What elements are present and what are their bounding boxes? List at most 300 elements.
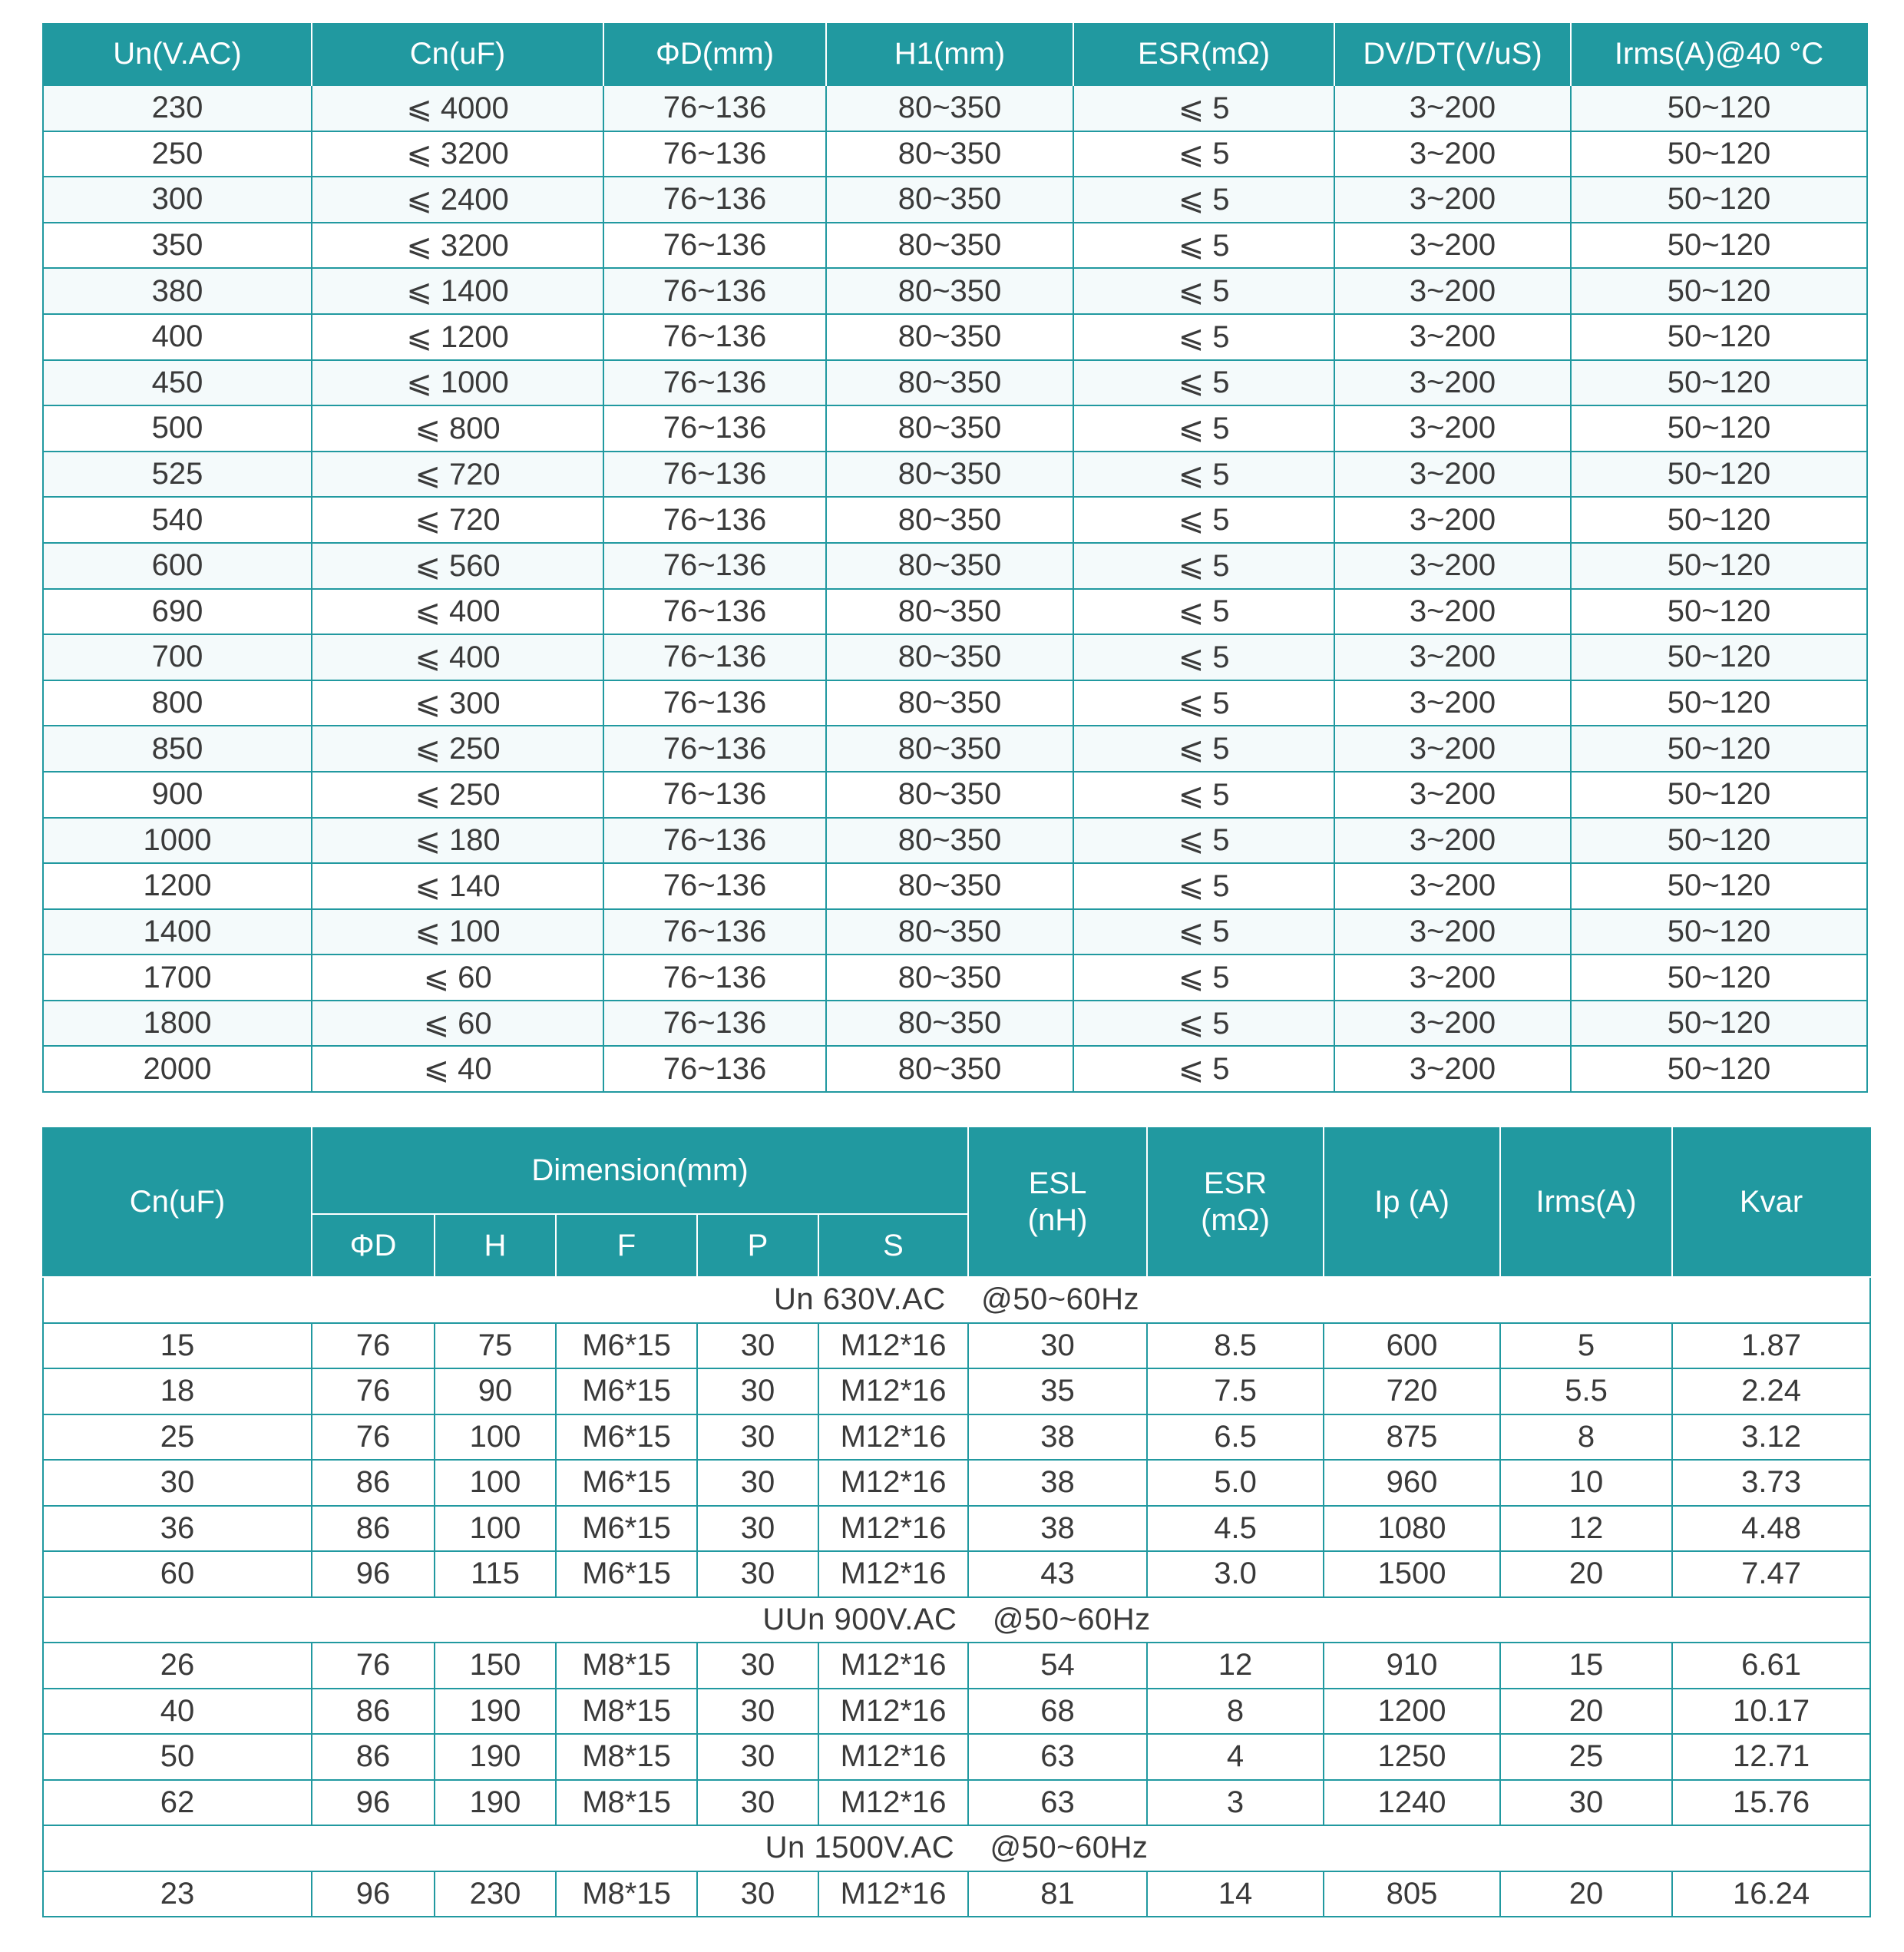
table-cell: ⩽ 5 <box>1073 909 1334 955</box>
table-row <box>43 1460 1870 1506</box>
table-row <box>43 1323 1870 1369</box>
table-cell: 76 <box>312 1323 435 1369</box>
table-cell: M12*16 <box>818 1323 968 1369</box>
table-cell: 80~350 <box>826 1046 1073 1092</box>
table-cell: 3~200 <box>1334 680 1571 726</box>
table-cell: 50~120 <box>1571 85 1867 131</box>
table-cell: 86 <box>312 1734 435 1780</box>
table-cell: M6*15 <box>556 1506 697 1552</box>
table-cell: 10 <box>1500 1460 1672 1506</box>
table-row <box>43 1689 1870 1735</box>
table-cell: M6*15 <box>556 1368 697 1414</box>
table-cell: 600 <box>1324 1323 1500 1369</box>
table-cell: M12*16 <box>818 1414 968 1461</box>
table-cell: 150 <box>435 1643 556 1689</box>
table-cell: 875 <box>1324 1414 1500 1461</box>
table-cell: 12 <box>1500 1506 1672 1552</box>
table-cell: 50~120 <box>1571 177 1867 223</box>
table-cell: 80~350 <box>826 954 1073 1001</box>
table-cell: 6.5 <box>1147 1414 1324 1461</box>
table-cell: ⩽ 180 <box>312 818 603 864</box>
table-cell: 80~350 <box>826 360 1073 406</box>
table-cell: 3~200 <box>1334 452 1571 498</box>
table-cell: 5 <box>1500 1323 1672 1369</box>
table-cell: 50~120 <box>1571 1001 1867 1047</box>
table-row <box>43 223 1867 269</box>
table-cell: 30 <box>697 1871 818 1917</box>
table-cell: 30 <box>697 1460 818 1506</box>
table-cell: 80~350 <box>826 634 1073 680</box>
table-cell: 86 <box>312 1689 435 1735</box>
table-cell: 76~136 <box>603 680 826 726</box>
table-row <box>43 726 1867 772</box>
header-dim-h: H <box>435 1214 556 1277</box>
table-cell: 36 <box>43 1506 312 1552</box>
capacitor-model-spec-table <box>42 1127 1871 1917</box>
table-cell: M8*15 <box>556 1871 697 1917</box>
table-cell: 80~350 <box>826 268 1073 314</box>
header-esr: ESR(mΩ) <box>1073 23 1334 85</box>
table-cell: 3~200 <box>1334 497 1571 543</box>
table-row <box>43 954 1867 1001</box>
table-cell: 12 <box>1147 1643 1324 1689</box>
table-cell: ⩽ 5 <box>1073 452 1334 498</box>
table-cell: 4.48 <box>1672 1506 1870 1552</box>
table-cell: 3~200 <box>1334 954 1571 1001</box>
table-cell: 1200 <box>1324 1689 1500 1735</box>
table-cell: 3~200 <box>1334 314 1571 360</box>
table-row <box>43 863 1867 909</box>
table-row <box>43 314 1867 360</box>
table-cell: 80~350 <box>826 726 1073 772</box>
table-cell: M6*15 <box>556 1323 697 1369</box>
table-cell: M12*16 <box>818 1780 968 1826</box>
table-cell: 1800 <box>43 1001 312 1047</box>
table-cell: M8*15 <box>556 1689 697 1735</box>
table-cell: ⩽ 250 <box>312 726 603 772</box>
table-cell: 50~120 <box>1571 131 1867 177</box>
table-cell: 20 <box>1500 1689 1672 1735</box>
table-cell: 76~136 <box>603 634 826 680</box>
table-cell: 76~136 <box>603 405 826 452</box>
table-cell: 230 <box>435 1871 556 1917</box>
table-cell: M12*16 <box>818 1643 968 1689</box>
table-cell: M12*16 <box>818 1734 968 1780</box>
table-cell: 50~120 <box>1571 223 1867 269</box>
voltage-group-label: UUn 900V.AC @50~60Hz <box>43 1597 1870 1643</box>
table-row <box>43 1551 1870 1597</box>
table-cell: 76~136 <box>603 863 826 909</box>
header-dim-s: S <box>818 1214 968 1277</box>
voltage-group-row <box>43 1277 1870 1323</box>
table-cell: 3~200 <box>1334 863 1571 909</box>
table-cell: 1400 <box>43 909 312 955</box>
table-cell: 50 <box>43 1734 312 1780</box>
table-cell: 25 <box>1500 1734 1672 1780</box>
table-cell: M12*16 <box>818 1460 968 1506</box>
header-irms: Irms(A)@40 °C <box>1571 23 1867 85</box>
table-cell: M12*16 <box>818 1368 968 1414</box>
table-cell: 80~350 <box>826 452 1073 498</box>
table-cell: 30 <box>697 1643 818 1689</box>
table-cell: 80~350 <box>826 223 1073 269</box>
table-cell: 15 <box>1500 1643 1672 1689</box>
table-cell: 50~120 <box>1571 634 1867 680</box>
table-cell: 30 <box>697 1551 818 1597</box>
table-row <box>43 1506 1870 1552</box>
table-cell: ⩽ 60 <box>312 954 603 1001</box>
table-cell: 115 <box>435 1551 556 1597</box>
table-row <box>43 909 1867 955</box>
table-cell: 190 <box>435 1689 556 1735</box>
table-cell: 30 <box>697 1506 818 1552</box>
table-row <box>43 1871 1870 1917</box>
table-cell: 3~200 <box>1334 268 1571 314</box>
table-row <box>43 1780 1870 1826</box>
table-cell: ⩽ 5 <box>1073 634 1334 680</box>
header-dim-diameter: ΦD <box>312 1214 435 1277</box>
table-cell: M6*15 <box>556 1414 697 1461</box>
table-cell: 23 <box>43 1871 312 1917</box>
table-cell: 3~200 <box>1334 818 1571 864</box>
table-cell: 30 <box>697 1734 818 1780</box>
table-row <box>43 452 1867 498</box>
table-cell: 8 <box>1500 1414 1672 1461</box>
table-cell: 1000 <box>43 818 312 864</box>
header-esr-line1: ESR <box>1203 1166 1268 1200</box>
table-cell: ⩽ 4000 <box>312 85 603 131</box>
table-cell: 38 <box>968 1460 1147 1506</box>
table-cell: ⩽ 400 <box>312 634 603 680</box>
table-cell: 1.87 <box>1672 1323 1870 1369</box>
table-cell: 3~200 <box>1334 85 1571 131</box>
table-row <box>43 360 1867 406</box>
table-cell: 96 <box>312 1551 435 1597</box>
table-cell: 3~200 <box>1334 543 1571 589</box>
table-cell: 76~136 <box>603 314 826 360</box>
table-cell: 68 <box>968 1689 1147 1735</box>
table-row <box>43 85 1867 131</box>
table-cell: 50~120 <box>1571 452 1867 498</box>
table-cell: M6*15 <box>556 1551 697 1597</box>
header-cn: Cn(uF) <box>312 23 603 85</box>
table-cell: ⩽ 720 <box>312 452 603 498</box>
table-cell: 62 <box>43 1780 312 1826</box>
header-dvdt: DV/DT(V/uS) <box>1334 23 1571 85</box>
table-cell: 600 <box>43 543 312 589</box>
table-cell: 8 <box>1147 1689 1324 1735</box>
table-cell: 80~350 <box>826 314 1073 360</box>
table-cell: 80~350 <box>826 863 1073 909</box>
table-cell: 960 <box>1324 1460 1500 1506</box>
table-row <box>43 1368 1870 1414</box>
table-cell: 80~350 <box>826 1001 1073 1047</box>
table-cell: 850 <box>43 726 312 772</box>
table-cell: M8*15 <box>556 1780 697 1826</box>
voltage-group-label: Un 1500V.AC @50~60Hz <box>43 1825 1870 1871</box>
table-cell: 38 <box>968 1506 1147 1552</box>
table-cell: ⩽ 5 <box>1073 131 1334 177</box>
header-esl-line2: (nH) <box>1027 1203 1088 1237</box>
table-cell: 81 <box>968 1871 1147 1917</box>
table-cell: 63 <box>968 1734 1147 1780</box>
table-cell: 76~136 <box>603 223 826 269</box>
table-cell: ⩽ 5 <box>1073 680 1334 726</box>
table-cell: 720 <box>1324 1368 1500 1414</box>
table-cell: 14 <box>1147 1871 1324 1917</box>
header-un: Un(V.AC) <box>43 23 312 85</box>
table-cell: 96 <box>312 1780 435 1826</box>
table-row <box>43 680 1867 726</box>
table-row <box>43 405 1867 452</box>
table-cell: 50~120 <box>1571 909 1867 955</box>
table-cell: 54 <box>968 1643 1147 1689</box>
table-row <box>43 1046 1867 1092</box>
table-cell: 4 <box>1147 1734 1324 1780</box>
table-cell: ⩽ 250 <box>312 772 603 818</box>
table-cell: 1200 <box>43 863 312 909</box>
table-cell: M12*16 <box>818 1871 968 1917</box>
header-esr-line2: (mΩ) <box>1201 1203 1270 1237</box>
table-row <box>43 772 1867 818</box>
table-cell: 3~200 <box>1334 405 1571 452</box>
voltage-group-row <box>43 1825 1870 1871</box>
table-cell: 1080 <box>1324 1506 1500 1552</box>
table-row <box>43 268 1867 314</box>
table-cell: 4.5 <box>1147 1506 1324 1552</box>
table-cell: 1700 <box>43 954 312 1001</box>
table-cell: ⩽ 400 <box>312 589 603 635</box>
table-row <box>43 497 1867 543</box>
table2-body <box>43 1277 1870 1917</box>
table-cell: 525 <box>43 452 312 498</box>
table-cell: 76~136 <box>603 818 826 864</box>
table-cell: 76~136 <box>603 1001 826 1047</box>
table-cell: 76~136 <box>603 909 826 955</box>
header-esl <box>968 1127 1147 1277</box>
table-cell: 190 <box>435 1780 556 1826</box>
table-cell: 35 <box>968 1368 1147 1414</box>
header-esr <box>1147 1127 1324 1277</box>
table-cell: 100 <box>435 1506 556 1552</box>
table-cell: ⩽ 5 <box>1073 1046 1334 1092</box>
table-cell: 80~350 <box>826 497 1073 543</box>
table-cell: 50~120 <box>1571 863 1867 909</box>
header-diameter: ΦD(mm) <box>603 23 826 85</box>
table-cell: M8*15 <box>556 1734 697 1780</box>
table-cell: 3~200 <box>1334 909 1571 955</box>
table-cell: M12*16 <box>818 1689 968 1735</box>
table-cell: 76~136 <box>603 452 826 498</box>
table-cell: M6*15 <box>556 1460 697 1506</box>
table-cell: ⩽ 100 <box>312 909 603 955</box>
header-h1: H1(mm) <box>826 23 1073 85</box>
table-cell: 50~120 <box>1571 268 1867 314</box>
table-cell: ⩽ 5 <box>1073 863 1334 909</box>
table-cell: 100 <box>435 1460 556 1506</box>
table-cell: 7.5 <box>1147 1368 1324 1414</box>
table-cell: 3~200 <box>1334 131 1571 177</box>
table-cell: 76~136 <box>603 772 826 818</box>
table-cell: M12*16 <box>818 1506 968 1552</box>
table-cell: 18 <box>43 1368 312 1414</box>
table-cell: 80~350 <box>826 131 1073 177</box>
table-cell: ⩽ 3200 <box>312 223 603 269</box>
table-cell: 690 <box>43 589 312 635</box>
table-cell: 8.5 <box>1147 1323 1324 1369</box>
table-cell: 80~350 <box>826 543 1073 589</box>
table-cell: 15.76 <box>1672 1780 1870 1826</box>
table-cell: 30 <box>697 1414 818 1461</box>
table-cell: 1500 <box>1324 1551 1500 1597</box>
table-cell: 75 <box>435 1323 556 1369</box>
table-cell: ⩽ 5 <box>1073 543 1334 589</box>
table-cell: 3 <box>1147 1780 1324 1826</box>
table-cell: 80~350 <box>826 818 1073 864</box>
table-cell: ⩽ 5 <box>1073 177 1334 223</box>
table-cell: 190 <box>435 1734 556 1780</box>
table-cell: ⩽ 5 <box>1073 360 1334 406</box>
table-cell: 86 <box>312 1460 435 1506</box>
table-cell: 25 <box>43 1414 312 1461</box>
table-cell: 50~120 <box>1571 954 1867 1001</box>
table-row <box>43 131 1867 177</box>
table-row <box>43 1734 1870 1780</box>
table-cell: 80~350 <box>826 589 1073 635</box>
table-cell: 700 <box>43 634 312 680</box>
table-cell: ⩽ 5 <box>1073 223 1334 269</box>
capacitor-voltage-range-table <box>42 23 1868 1093</box>
table-cell: 3.12 <box>1672 1414 1870 1461</box>
table-cell: 90 <box>435 1368 556 1414</box>
table-cell: 50~120 <box>1571 543 1867 589</box>
table-cell: 80~350 <box>826 909 1073 955</box>
table-cell: 50~120 <box>1571 314 1867 360</box>
header-ip: Ip (A) <box>1324 1127 1500 1277</box>
table-cell: 76 <box>312 1643 435 1689</box>
table-cell: 26 <box>43 1643 312 1689</box>
table-row <box>43 1643 1870 1689</box>
table-cell: 76~136 <box>603 589 826 635</box>
table-cell: ⩽ 1000 <box>312 360 603 406</box>
table-cell: 76~136 <box>603 497 826 543</box>
table-cell: 10.17 <box>1672 1689 1870 1735</box>
table-cell: 3~200 <box>1334 589 1571 635</box>
table-cell: 63 <box>968 1780 1147 1826</box>
table-cell: 1240 <box>1324 1780 1500 1826</box>
table-cell: 12.71 <box>1672 1734 1870 1780</box>
table-cell: 2.24 <box>1672 1368 1870 1414</box>
table-cell: 80~350 <box>826 85 1073 131</box>
header-dim-f: F <box>556 1214 697 1277</box>
table-cell: ⩽ 300 <box>312 680 603 726</box>
table-cell: 230 <box>43 85 312 131</box>
table-cell: 50~120 <box>1571 405 1867 452</box>
table-cell: 1250 <box>1324 1734 1500 1780</box>
table-cell: 38 <box>968 1414 1147 1461</box>
header-dim-p: P <box>697 1214 818 1277</box>
table-cell: ⩽ 140 <box>312 863 603 909</box>
table-cell: 76~136 <box>603 177 826 223</box>
table-cell: 250 <box>43 131 312 177</box>
voltage-group-row <box>43 1597 1870 1643</box>
table-cell: ⩽ 5 <box>1073 405 1334 452</box>
table-cell: 76~136 <box>603 954 826 1001</box>
table-cell: ⩽ 5 <box>1073 726 1334 772</box>
table-cell: 5.5 <box>1500 1368 1672 1414</box>
table-cell: 100 <box>435 1414 556 1461</box>
table-cell: ⩽ 5 <box>1073 268 1334 314</box>
table1-body <box>43 85 1867 1092</box>
table2-header-row-1 <box>43 1127 1870 1214</box>
table-row <box>43 634 1867 680</box>
table-cell: 3~200 <box>1334 634 1571 680</box>
table-cell: 3~200 <box>1334 223 1571 269</box>
table-cell: ⩽ 5 <box>1073 818 1334 864</box>
table-cell: 76~136 <box>603 1046 826 1092</box>
table-cell: ⩽ 5 <box>1073 85 1334 131</box>
table-cell: 6.61 <box>1672 1643 1870 1689</box>
table-cell: 30 <box>697 1323 818 1369</box>
table-cell: 50~120 <box>1571 589 1867 635</box>
table-cell: 3~200 <box>1334 360 1571 406</box>
table-cell: 30 <box>43 1460 312 1506</box>
table-cell: 30 <box>697 1368 818 1414</box>
table-cell: 30 <box>1500 1780 1672 1826</box>
table-cell: 900 <box>43 772 312 818</box>
table-cell: ⩽ 5 <box>1073 589 1334 635</box>
table-cell: ⩽ 1400 <box>312 268 603 314</box>
table-cell: 910 <box>1324 1643 1500 1689</box>
table-cell: 60 <box>43 1551 312 1597</box>
table-cell: 3~200 <box>1334 772 1571 818</box>
table-cell: ⩽ 5 <box>1073 772 1334 818</box>
header-dimension: Dimension(mm) <box>312 1127 968 1214</box>
table1-header-row <box>43 23 1867 85</box>
table-cell: 76 <box>312 1414 435 1461</box>
table-row <box>43 589 1867 635</box>
table-cell: ⩽ 2400 <box>312 177 603 223</box>
table-cell: ⩽ 720 <box>312 497 603 543</box>
table-cell: 80~350 <box>826 680 1073 726</box>
table-cell: ⩽ 5 <box>1073 314 1334 360</box>
table-cell: 76~136 <box>603 360 826 406</box>
table-cell: 50~120 <box>1571 497 1867 543</box>
table-cell: 3~200 <box>1334 726 1571 772</box>
table-cell: 80~350 <box>826 405 1073 452</box>
table-cell: 30 <box>697 1780 818 1826</box>
table-cell: 76~136 <box>603 85 826 131</box>
table-cell: 43 <box>968 1551 1147 1597</box>
table-cell: 50~120 <box>1571 726 1867 772</box>
table-cell: 30 <box>697 1689 818 1735</box>
table-cell: 30 <box>968 1323 1147 1369</box>
table-cell: 76~136 <box>603 268 826 314</box>
table-cell: ⩽ 560 <box>312 543 603 589</box>
table-cell: 2000 <box>43 1046 312 1092</box>
table-cell: 76 <box>312 1368 435 1414</box>
table-row <box>43 543 1867 589</box>
table-cell: 16.24 <box>1672 1871 1870 1917</box>
table-cell: 20 <box>1500 1871 1672 1917</box>
table-cell: 7.47 <box>1672 1551 1870 1597</box>
table-row <box>43 1001 1867 1047</box>
table-cell: 20 <box>1500 1551 1672 1597</box>
table-cell: 380 <box>43 268 312 314</box>
table-cell: 540 <box>43 497 312 543</box>
table-cell: 5.0 <box>1147 1460 1324 1506</box>
table-cell: 800 <box>43 680 312 726</box>
